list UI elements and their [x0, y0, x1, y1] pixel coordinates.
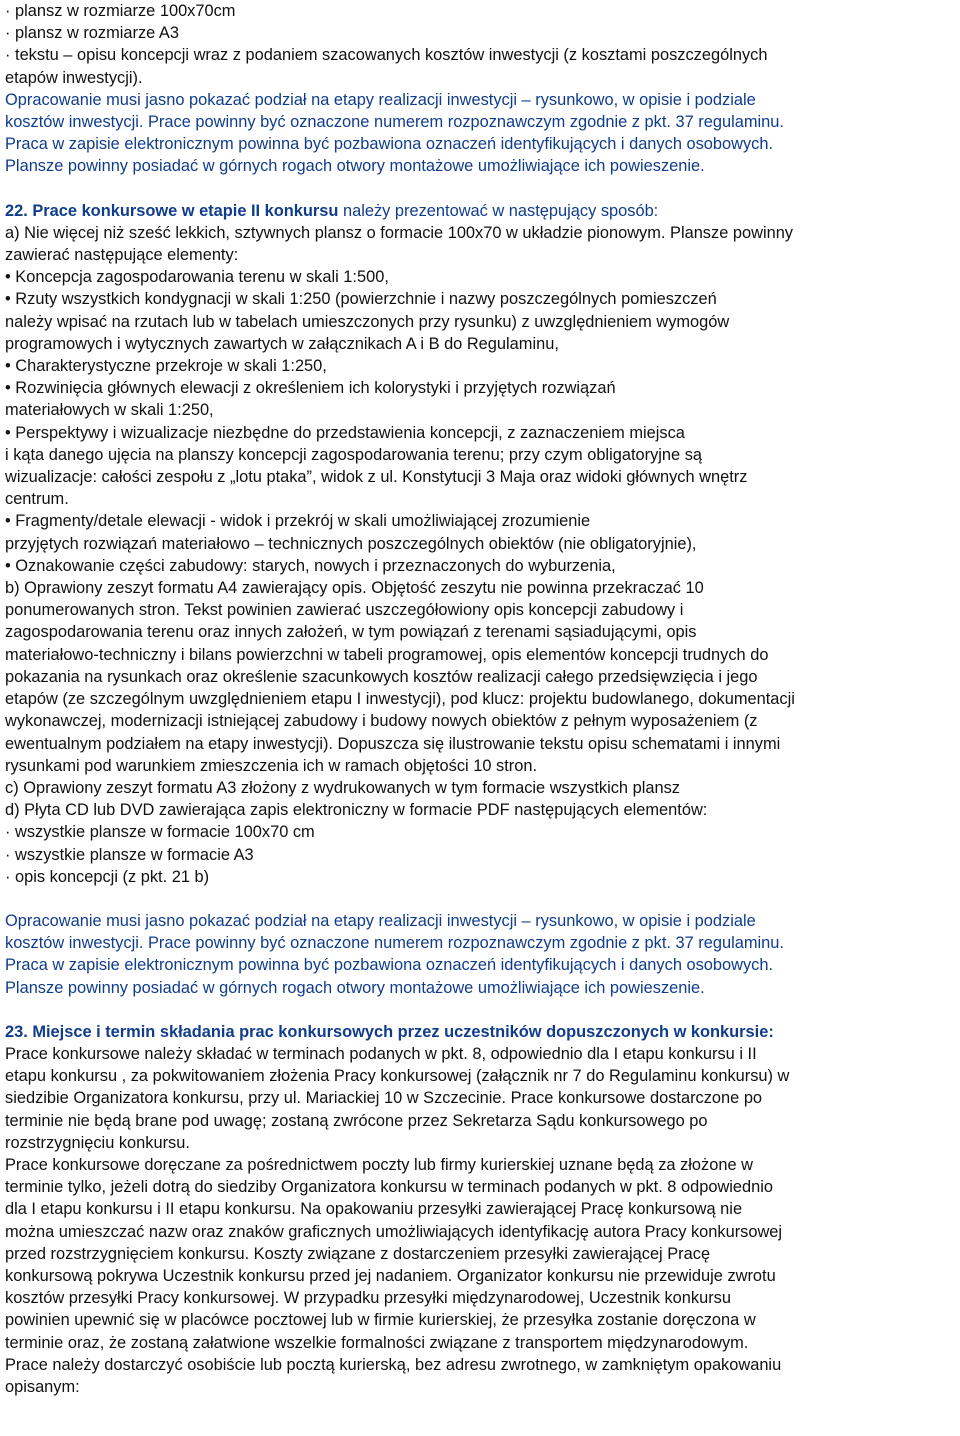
text-line: b) Oprawiony zeszyt formatu A4 zawierający opis. Objętość zeszytu nie powinna przekraczać 10: [5, 579, 704, 598]
text-line: • Charakterystyczne przekroje w skali 1:250,: [5, 357, 327, 376]
stages-note: [5, 89, 958, 178]
intro-line: · plansz w rozmiarze 100x70cm: [5, 2, 236, 20]
text-line: pokazania na rysunkach oraz określenie szacunkowych kosztów realizacji całego przedsięwzięcia i jego: [5, 667, 758, 686]
text-line: materiałowo-techniczny i bilans powierzchni w tabeli programowej, opis elementów koncepcji trudnych do: [5, 645, 769, 664]
text-line: programowych i wytycznych zawartych w załącznikach A i B do Regulaminu,: [5, 334, 559, 353]
stages-note-repeat: [5, 910, 958, 999]
text-line: powinien upewnić się w placówce pocztowej lub w firmie kurierskiej, że przesyłka zostanie doręczona w: [5, 1311, 756, 1330]
text-line: można umieszczać nazw oraz znaków graficznych umożliwiających identyfikację autora Pracy konkursowej: [5, 1222, 783, 1241]
intro-line: · tekstu – opisu koncepcji wraz z podaniem szacowanych kosztów inwestycji (z kosztami poszczególnych: [5, 46, 768, 65]
text-line: d) Płyta CD lub DVD zawierająca zapis elektroniczny w formacie PDF następujących elementów:: [5, 801, 708, 820]
spacer: [5, 999, 958, 1021]
intro-line: etapów inwestycji).: [5, 68, 143, 87]
note-line: Opracowanie musi jasno pokazać podział na etapy realizacji inwestycji – rysunkowo, w opisie i podziale: [5, 90, 756, 109]
text-line: i kąta danego ujęcia na planszy koncepcji zagospodarowania terenu; przy czym obligatoryjne są: [5, 445, 703, 464]
text-line: a) Nie więcej niż sześć lekkich, sztywnych plansz o formacie 100x70 w układzie pionowym. Plansze powinny: [5, 223, 794, 242]
text-line: terminie tylko, jeżeli dotrą do siedziby Organizatora konkursu w terminach podanych w pkt. 8 odpowiednio: [5, 1178, 774, 1197]
text-line: terminie nie będą brane pod uwagę; zostaną zwrócone przez Sekretarza Sądu konkursowego po: [5, 1111, 708, 1130]
text-line: materiałowych w skali 1:250,: [5, 401, 214, 420]
text-line: Prace konkursowe należy składać w terminach podanych w pkt. 8, odpowiednio dla I etapu konkursu i II: [5, 1044, 757, 1063]
text-line: przyjętych rozwiązań materiałowo – technicznych poszczególnych obiektów (nie obligatoryjnie),: [5, 534, 697, 553]
text-line: etapów (ze szczególnym uwzględnieniem etapu I inwestycji), pod klucz: projektu budowlanego, dokumentacji: [5, 690, 795, 709]
spacer: [5, 178, 958, 200]
text-line: przed rozstrzygnięciem konkursu. Koszty związane z dostarczeniem przesyłki zawierającej Pracę: [5, 1244, 711, 1263]
text-line: ponumerowanych stron. Tekst powinien zawierać uszczegółowiony opis koncepcji zabudowy i: [5, 601, 684, 620]
section-23-heading: 23. Miejsce i termin składania prac konkursowych przez uczestników dopuszczonych w konkursie:: [5, 1022, 774, 1041]
text-line: • Rozwinięcia głównych elewacji z określeniem ich kolorystyki i przyjętych rozwiązań: [5, 379, 616, 398]
text-line: konkursową pokrywa Uczestnik konkursu przed jej nadaniem. Organizator konkursu nie przewiduje zwrotu: [5, 1266, 776, 1285]
text-line: terminie oraz, że zostaną załatwione wszelkie formalności związane z transportem międzynarodowym.: [5, 1333, 749, 1352]
text-line: ewentualnym podziałem na etapy inwestycji). Dopuszcza się ilustrowanie tekstu opisu schematami i innymi: [5, 734, 781, 753]
text-line: • Fragmenty/detale elewacji - widok i przekrój w skali umożliwiającej zrozumienie: [5, 512, 591, 531]
text-line: • Oznakowanie części zabudowy: starych, nowych i przeznaczonych do wyburzenia,: [5, 556, 616, 575]
text-line: rozstrzygnięciu konkursu.: [5, 1133, 190, 1152]
section-23-body: [5, 1043, 958, 1398]
text-line: wykonawczej, modernizacji istniejącej zabudowy i budowy nowych obiektów z pełnym wyposażeniem (z: [5, 712, 758, 731]
text-line: zagospodarowania terenu oraz innych założeń, w tym powiązań z terenami sąsiadującymi, opis: [5, 623, 697, 642]
text-line: c) Oprawiony zeszyt formatu A3 złożony z wydrukowanych w tym formacie wszystkich plansz: [5, 778, 680, 797]
section-23: [5, 1021, 958, 1398]
section-22-number: 22.: [5, 201, 28, 220]
text-line: centrum.: [5, 490, 69, 509]
text-line: etapu konkursu , za pokwitowaniem złożenia Pracy konkursowej (załącznik nr 7 do Regulaminu konkursu) w: [5, 1067, 790, 1086]
note-line: kosztów inwestycji. Prace powinny być oznaczone numerem rozpoznawczym zgodnie z pkt. 37 regulaminu.: [5, 113, 784, 132]
text-line: kosztów przesyłki Pracy konkursowej. W przypadku przesyłki międzynarodowej, Uczestnik konkursu: [5, 1289, 731, 1308]
text-line: • Koncepcja zagospodarowania terenu w skali 1:500,: [5, 268, 389, 287]
text-line: • Rzuty wszystkich kondygnacji w skali 1:250 (powierzchnie i nazwy poszczególnych pomieszczeń: [5, 290, 717, 309]
text-line: Prace konkursowe doręczane za pośrednictwem poczty lub firmy kurierskiej uznane będą za złożone w: [5, 1155, 753, 1174]
section-22-heading: Prace konkursowe w etapie II konkursu: [32, 201, 339, 220]
intro-list: [5, 0, 958, 89]
text-line: · opis koncepcji (z pkt. 21 b): [5, 867, 210, 886]
text-line: zawierać następujące elementy:: [5, 246, 239, 265]
note-line: Praca w zapisie elektronicznym powinna być pozbawiona oznaczeń identyfikujących i danych osobowych.: [5, 135, 774, 154]
note-line: Opracowanie musi jasno pokazać podział na etapy realizacji inwestycji – rysunkowo, w opisie i podziale: [5, 911, 756, 930]
note-line: Plansze powinny posiadać w górnych rogach otwory montażowe umożliwiające ich powieszenie.: [5, 978, 705, 997]
intro-line: · plansz w rozmiarze A3: [5, 24, 179, 43]
section-22-body: [5, 222, 958, 888]
text-line: • Perspektywy i wizualizacje niezbędne do przedstawienia koncepcji, z zaznaczeniem miejsca: [5, 423, 685, 442]
section-22: [5, 200, 958, 888]
text-line: rysunkami pod warunkiem zmieszczenia ich w ramach objętości 10 stron.: [5, 756, 537, 775]
section-22-heading-rest: należy prezentować w następujący sposób:: [338, 201, 659, 220]
note-line: Plansze powinny posiadać w górnych rogach otwory montażowe umożliwiające ich powieszenie.: [5, 157, 705, 176]
text-line: opisanym:: [5, 1377, 80, 1396]
note-line: Praca w zapisie elektronicznym powinna być pozbawiona oznaczeń identyfikujących i danych osobowych.: [5, 956, 774, 975]
text-line: · wszystkie plansze w formacie 100x70 cm: [5, 823, 315, 842]
text-line: należy wpisać na rzutach lub w tabelach umieszczonych przy rysunku) z uwzględnieniem wymogów: [5, 312, 730, 331]
text-line: dla I etapu konkursu i II etapu konkursu. Na opakowaniu przesyłki zawierającej Pracę konkursową nie: [5, 1200, 743, 1219]
text-line: · wszystkie plansze w formacie A3: [5, 845, 254, 864]
note-line: kosztów inwestycji. Prace powinny być oznaczone numerem rozpoznawczym zgodnie z pkt. 37 regulaminu.: [5, 934, 784, 953]
text-line: wizualizacje: całości zespołu z „lotu ptaka”, widok z ul. Konstytucji 3 Maja oraz widoki głównych wnętrz: [5, 468, 748, 487]
text-line: siedzibie Organizatora konkursu, przy ul. Mariackiej 10 w Szczecinie. Prace konkursowe dostarczone po: [5, 1089, 763, 1108]
spacer: [5, 888, 958, 910]
text-line: Prace należy dostarczyć osobiście lub pocztą kurierską, bez adresu zwrotnego, w zamkniętym opakowaniu: [5, 1355, 782, 1374]
section-22-heading-line: [5, 200, 958, 222]
